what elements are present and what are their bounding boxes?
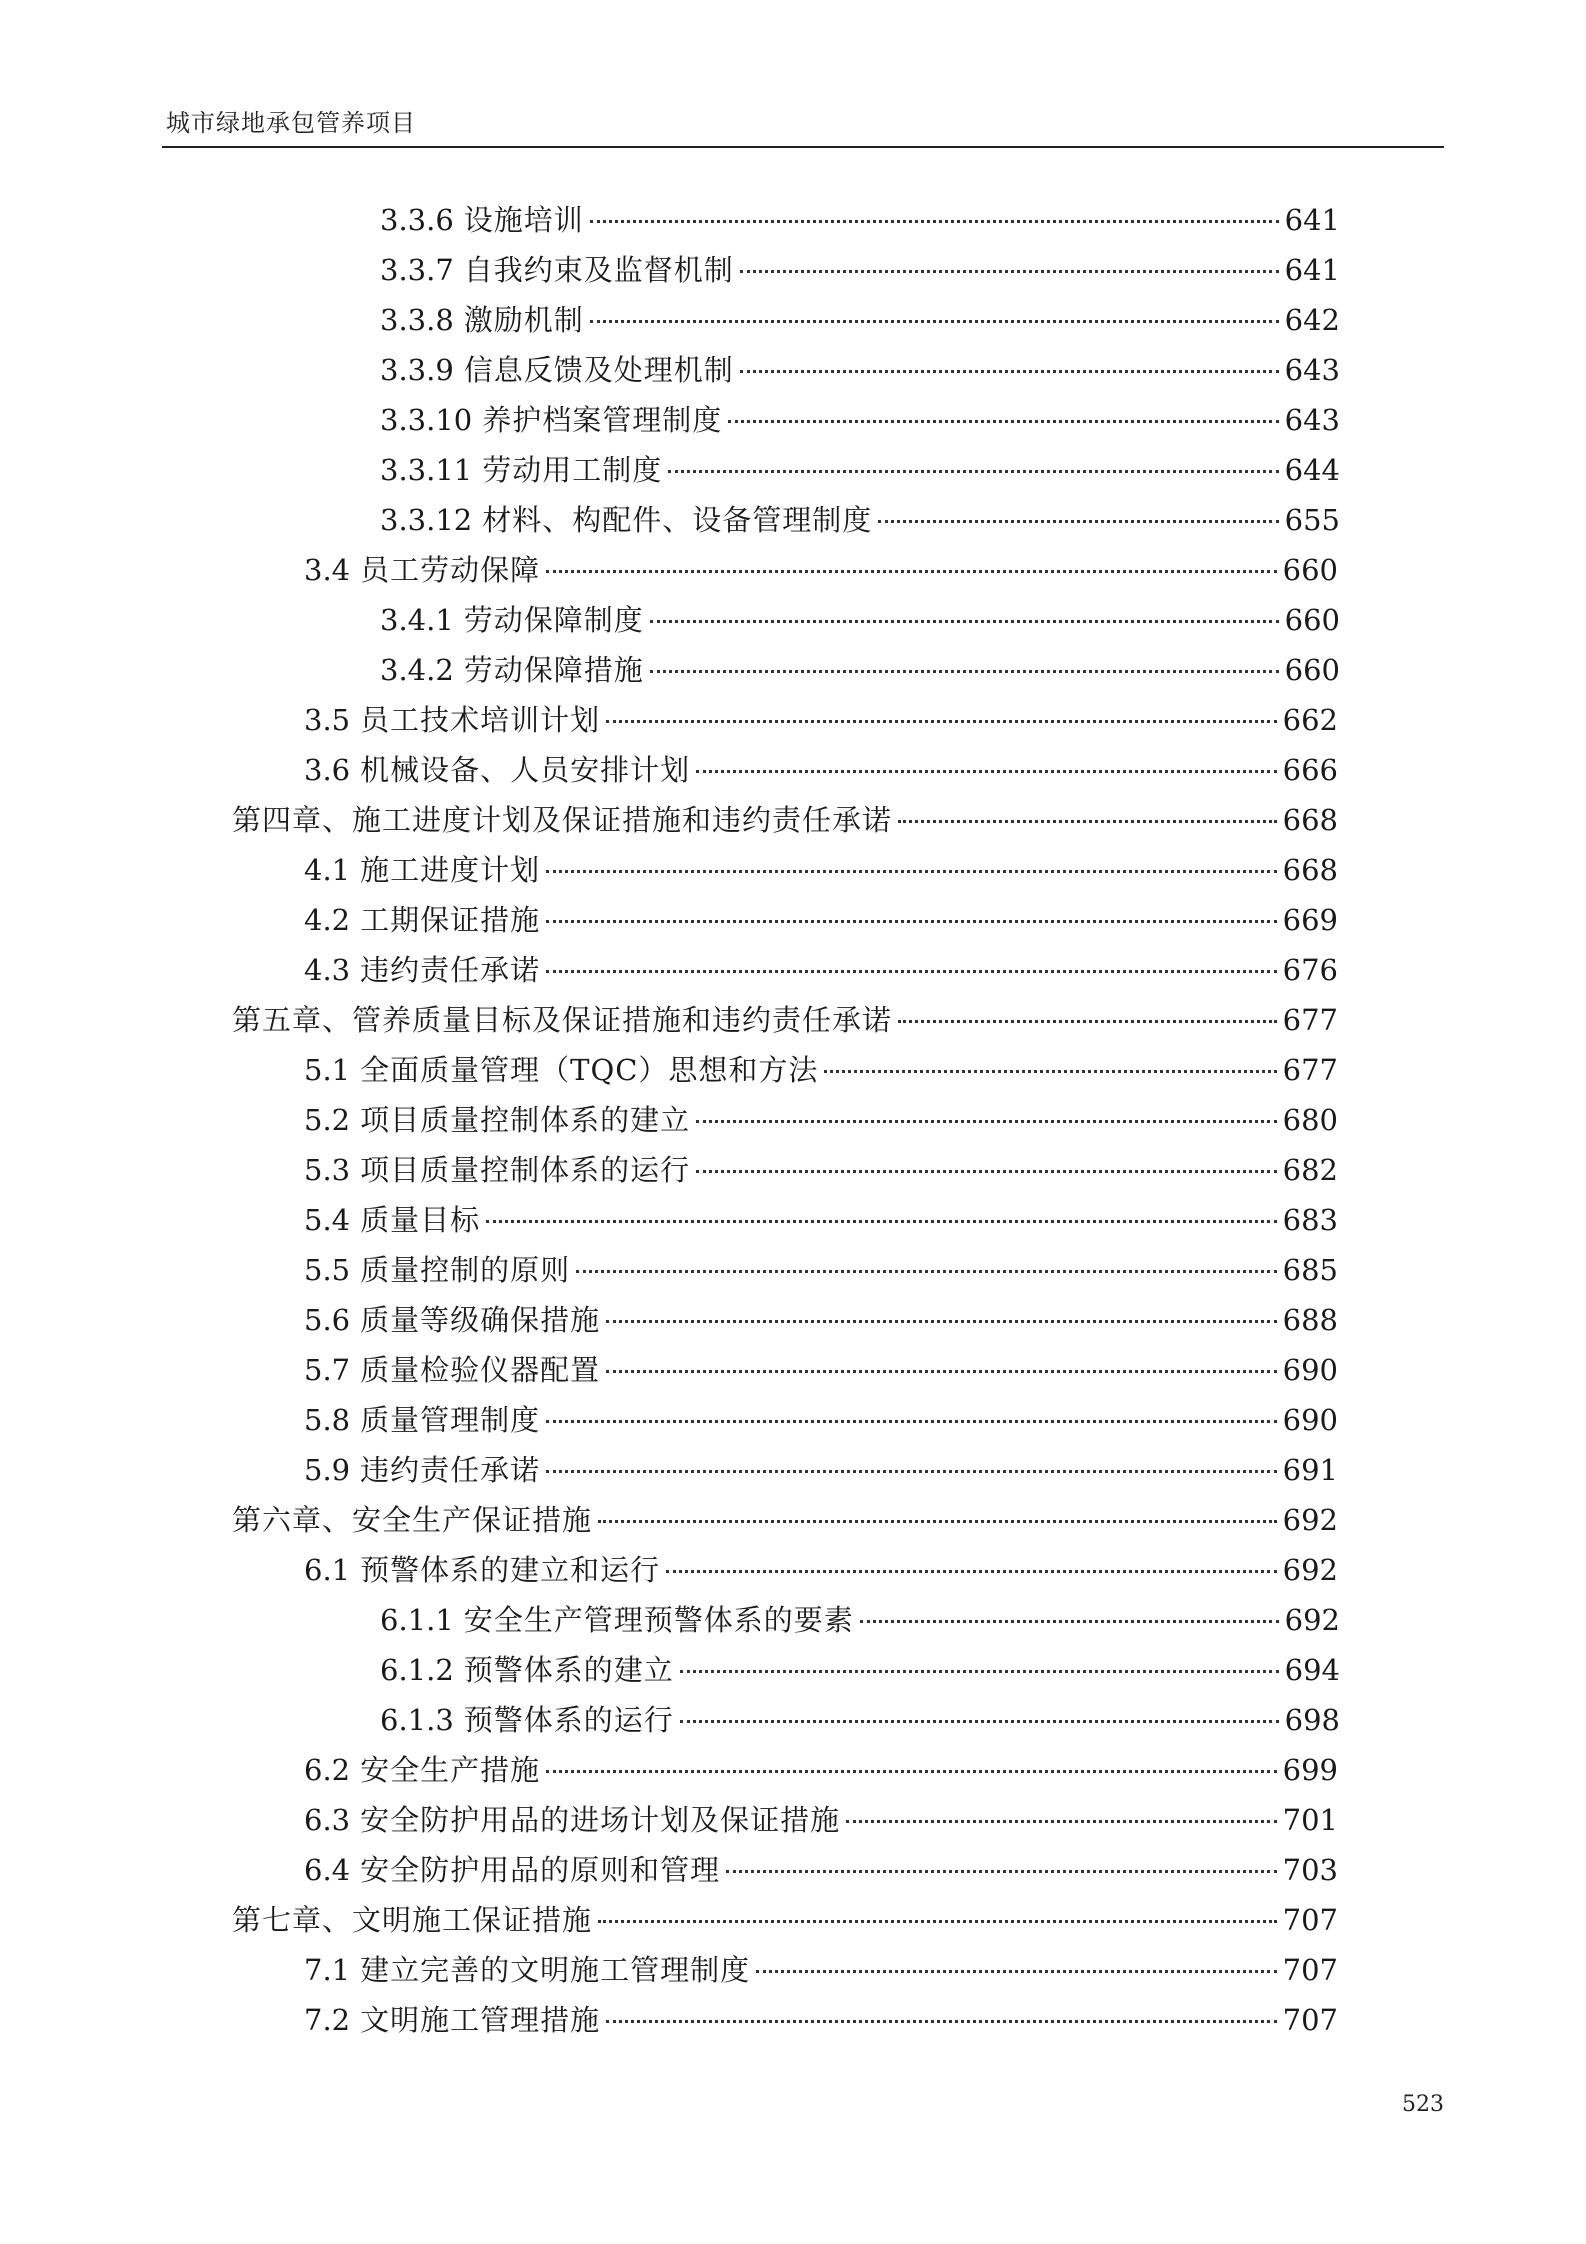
toc-entry-number: 5.1 <box>304 1053 351 1087</box>
toc-entry-page: 703 <box>1282 1853 1338 1887</box>
toc-entry-title: 预警体系的建立 <box>463 1653 674 1687</box>
toc-entry[interactable] <box>304 745 1338 795</box>
toc-entry-title: 质量控制的原则 <box>360 1253 571 1287</box>
dot-leader <box>756 1970 1277 1973</box>
toc-entry[interactable] <box>304 1995 1338 2045</box>
toc-entry-title: 第七章、文明施工保证措施 <box>232 1903 593 1937</box>
toc-entry-page: 660 <box>1282 553 1338 587</box>
toc-entry-page: 660 <box>1284 653 1340 687</box>
toc-entry-title: 养护档案管理制度 <box>482 403 723 437</box>
toc-entry-title: 机械设备、人员安排计划 <box>360 753 691 787</box>
toc-entry[interactable] <box>304 1095 1338 1145</box>
toc-entry[interactable] <box>304 1195 1338 1245</box>
toc-entry-page: 698 <box>1284 1703 1340 1737</box>
toc-entry-title: 劳动用工制度 <box>482 453 663 487</box>
dot-leader <box>546 870 1277 873</box>
toc-entry[interactable] <box>304 545 1338 595</box>
toc-entry[interactable] <box>304 1045 1338 1095</box>
dot-leader <box>590 220 1279 223</box>
toc-entry-number: 5.9 <box>304 1453 351 1487</box>
toc-entry-page: 683 <box>1282 1203 1338 1237</box>
toc-entry[interactable] <box>380 595 1340 645</box>
toc-entry-number: 4.1 <box>304 853 351 887</box>
toc-entry-number: 7.1 <box>304 1953 351 1987</box>
toc-entry[interactable] <box>232 995 1338 1045</box>
toc-entry-title: 员工技术培训计划 <box>360 703 601 737</box>
toc-entry-page: 655 <box>1284 503 1340 537</box>
dot-leader <box>598 1920 1277 1923</box>
header-divider <box>162 146 1444 148</box>
dot-leader <box>878 520 1278 523</box>
toc-entry-page: 694 <box>1284 1653 1340 1687</box>
dot-leader <box>680 1670 1279 1673</box>
toc-entry[interactable] <box>304 1545 1338 1595</box>
toc-entry-page: 644 <box>1284 453 1340 487</box>
toc-entry-number: 3.3.8 <box>380 303 454 337</box>
toc-entry[interactable] <box>232 1895 1338 1945</box>
dot-leader <box>546 970 1277 973</box>
toc-entry[interactable] <box>380 345 1340 395</box>
toc-entry-page: 662 <box>1282 703 1338 737</box>
toc-entry-title: 安全生产管理预警体系的要素 <box>463 1603 854 1637</box>
toc-entry[interactable] <box>380 245 1340 295</box>
dot-leader <box>666 1570 1277 1573</box>
toc-entry[interactable] <box>380 295 1340 345</box>
toc-entry-number: 5.6 <box>304 1303 351 1337</box>
toc-entry-title: 设施培训 <box>463 203 584 237</box>
toc-entry[interactable] <box>304 1245 1338 1295</box>
toc-entry-number: 6.4 <box>304 1853 351 1887</box>
toc-entry-title: 建立完善的文明施工管理制度 <box>360 1953 751 1987</box>
toc-entry-title: 质量目标 <box>360 1203 481 1237</box>
toc-entry-title: 材料、构配件、设备管理制度 <box>482 503 873 537</box>
dot-leader <box>546 920 1277 923</box>
toc-entry-number: 5.3 <box>304 1153 351 1187</box>
toc-entry-page: 707 <box>1282 1953 1338 1987</box>
dot-leader <box>696 770 1277 773</box>
toc-entry-number: 3.4.2 <box>380 653 454 687</box>
toc-entry-number: 6.2 <box>304 1753 351 1787</box>
toc-entry-title: 质量检验仪器配置 <box>360 1353 601 1387</box>
dot-leader <box>486 1220 1277 1223</box>
dot-leader <box>606 2020 1277 2023</box>
dot-leader <box>668 470 1278 473</box>
toc-entry[interactable] <box>304 1395 1338 1445</box>
dot-leader <box>696 1170 1277 1173</box>
toc-entry-page: 677 <box>1282 1003 1338 1037</box>
toc-entry-title: 安全防护用品的原则和管理 <box>360 1853 721 1887</box>
toc-entry-page: 641 <box>1284 253 1340 287</box>
toc-entry-page: 707 <box>1282 1903 1338 1937</box>
toc-entry-number: 6.3 <box>304 1803 351 1837</box>
toc-entry[interactable] <box>232 795 1338 845</box>
toc-entry-title: 信息反馈及处理机制 <box>463 353 734 387</box>
toc-entry[interactable] <box>380 495 1340 545</box>
dot-leader <box>606 1320 1277 1323</box>
toc-entry-title: 违约责任承诺 <box>360 1453 541 1487</box>
dot-leader <box>598 1520 1277 1523</box>
toc-entry[interactable] <box>380 1695 1340 1745</box>
toc-entry-title: 劳动保障制度 <box>463 603 644 637</box>
toc-entry-title: 违约责任承诺 <box>360 953 541 987</box>
toc-entry-number: 5.5 <box>304 1253 351 1287</box>
toc-entry-page: 707 <box>1282 2003 1338 2037</box>
dot-leader <box>898 1020 1277 1023</box>
dot-leader <box>740 370 1279 373</box>
dot-leader <box>696 1120 1277 1123</box>
toc-entry-page: 699 <box>1282 1753 1338 1787</box>
toc-entry-page: 680 <box>1282 1103 1338 1137</box>
toc-entry-page: 690 <box>1282 1403 1338 1437</box>
toc-entry-title: 第五章、管养质量目标及保证措施和违约责任承诺 <box>232 1003 893 1037</box>
toc-entry-title: 全面质量管理（TQC）思想和方法 <box>360 1053 819 1087</box>
dot-leader <box>546 1470 1277 1473</box>
toc-entry-page: 669 <box>1282 903 1338 937</box>
toc-entry-title: 劳动保障措施 <box>463 653 644 687</box>
toc-entry-number: 5.2 <box>304 1103 351 1137</box>
toc-entry-number: 3.4 <box>304 553 351 587</box>
toc-entry[interactable] <box>304 1745 1338 1795</box>
toc-entry-title: 质量等级确保措施 <box>360 1303 601 1337</box>
dot-leader <box>846 1820 1277 1823</box>
toc-entry-title: 安全生产措施 <box>360 1753 541 1787</box>
toc-entry-page: 685 <box>1282 1253 1338 1287</box>
toc-entry-page: 692 <box>1284 1603 1340 1637</box>
toc-entry[interactable] <box>380 395 1340 445</box>
toc-entry-page: 666 <box>1282 753 1338 787</box>
toc-entry-page: 682 <box>1282 1153 1338 1187</box>
toc-entry-page: 688 <box>1282 1303 1338 1337</box>
toc-entry[interactable] <box>380 645 1340 695</box>
toc-entry[interactable] <box>304 1145 1338 1195</box>
dot-leader <box>680 1720 1279 1723</box>
toc-entry[interactable] <box>304 895 1338 945</box>
dot-leader <box>650 670 1279 673</box>
toc-entry-number: 3.3.6 <box>380 203 454 237</box>
toc-entry[interactable] <box>380 195 1340 245</box>
dot-leader <box>728 420 1278 423</box>
toc-entry-page: 692 <box>1282 1553 1338 1587</box>
toc-entry-number: 3.3.11 <box>380 453 473 487</box>
toc-entry-number: 3.6 <box>304 753 351 787</box>
toc-entry[interactable] <box>304 1945 1338 1995</box>
toc-entry-title: 文明施工管理措施 <box>360 2003 601 2037</box>
toc-entry[interactable] <box>304 1345 1338 1395</box>
toc-entry-title: 第四章、施工进度计划及保证措施和违约责任承诺 <box>232 803 893 837</box>
toc-entry-number: 6.1.2 <box>380 1653 454 1687</box>
toc-entry-title: 施工进度计划 <box>360 853 541 887</box>
dot-leader <box>740 270 1279 273</box>
toc-entry-number: 6.1 <box>304 1553 351 1587</box>
toc-entry-page: 691 <box>1282 1453 1338 1487</box>
toc-entry[interactable] <box>380 1645 1340 1695</box>
toc-entry-page: 641 <box>1284 203 1340 237</box>
toc-entry-page: 677 <box>1282 1053 1338 1087</box>
toc-entry-title: 安全防护用品的进场计划及保证措施 <box>360 1803 841 1837</box>
toc-entry-page: 643 <box>1284 403 1340 437</box>
toc-entry[interactable] <box>304 1445 1338 1495</box>
dot-leader <box>606 1370 1277 1373</box>
toc-entry[interactable] <box>304 1845 1338 1895</box>
dot-leader <box>576 1270 1277 1273</box>
dot-leader <box>546 1420 1277 1423</box>
page-number: 523 <box>1402 2092 1444 2117</box>
toc-entry-page: 690 <box>1282 1353 1338 1387</box>
toc-entry-number: 5.4 <box>304 1203 351 1237</box>
toc-entry-title: 自我约束及监督机制 <box>463 253 734 287</box>
dot-leader <box>650 620 1279 623</box>
toc-entry-number: 3.3.9 <box>380 353 454 387</box>
toc-entry-title: 工期保证措施 <box>360 903 541 937</box>
page-header-title: 城市绿地承包管养项目 <box>166 109 416 137</box>
dot-leader <box>898 820 1277 823</box>
toc-entry[interactable] <box>304 1795 1338 1845</box>
toc-entry-title: 项目质量控制体系的运行 <box>360 1153 691 1187</box>
toc-entry-page: 668 <box>1282 803 1338 837</box>
toc-entry-number: 5.8 <box>304 1403 351 1437</box>
toc-entry-page: 701 <box>1282 1803 1338 1837</box>
toc-entry-title: 第六章、安全生产保证措施 <box>232 1503 593 1537</box>
toc-entry-page: 660 <box>1284 603 1340 637</box>
toc-entry[interactable] <box>304 1295 1338 1345</box>
dot-leader <box>546 1770 1277 1773</box>
toc-entry-title: 质量管理制度 <box>360 1403 541 1437</box>
toc-entry-number: 4.3 <box>304 953 351 987</box>
toc-entry[interactable] <box>380 1595 1340 1645</box>
toc-entry[interactable] <box>304 695 1338 745</box>
toc-entry-page: 642 <box>1284 303 1340 337</box>
toc-entry-page: 643 <box>1284 353 1340 387</box>
toc-entry-number: 3.3.10 <box>380 403 473 437</box>
toc-entry-page: 692 <box>1282 1503 1338 1537</box>
dot-leader <box>606 720 1277 723</box>
dot-leader <box>860 1620 1279 1623</box>
dot-leader <box>546 570 1277 573</box>
toc-entry-number: 3.4.1 <box>380 603 454 637</box>
toc-entry-title: 预警体系的运行 <box>463 1703 674 1737</box>
toc-entry-title: 项目质量控制体系的建立 <box>360 1103 691 1137</box>
dot-leader <box>824 1070 1276 1073</box>
toc-entry-number: 6.1.3 <box>380 1703 454 1737</box>
toc-entry-number: 4.2 <box>304 903 351 937</box>
toc-entry-page: 668 <box>1282 853 1338 887</box>
toc-entry-number: 3.3.12 <box>380 503 473 537</box>
toc-entry[interactable] <box>232 1495 1338 1545</box>
toc-entry-title: 激励机制 <box>463 303 584 337</box>
dot-leader <box>726 1870 1277 1873</box>
dot-leader <box>590 320 1279 323</box>
toc-entry-page: 676 <box>1282 953 1338 987</box>
toc-entry-title: 员工劳动保障 <box>360 553 541 587</box>
toc-entry-number: 5.7 <box>304 1353 351 1387</box>
toc-entry-number: 6.1.1 <box>380 1603 454 1637</box>
toc-entry-number: 7.2 <box>304 2003 351 2037</box>
toc-entry-number: 3.3.7 <box>380 253 454 287</box>
toc-entry[interactable] <box>304 945 1338 995</box>
toc-entry[interactable] <box>304 845 1338 895</box>
toc-entry-number: 3.5 <box>304 703 351 737</box>
toc-entry-title: 预警体系的建立和运行 <box>360 1553 661 1587</box>
toc-entry[interactable] <box>380 445 1340 495</box>
